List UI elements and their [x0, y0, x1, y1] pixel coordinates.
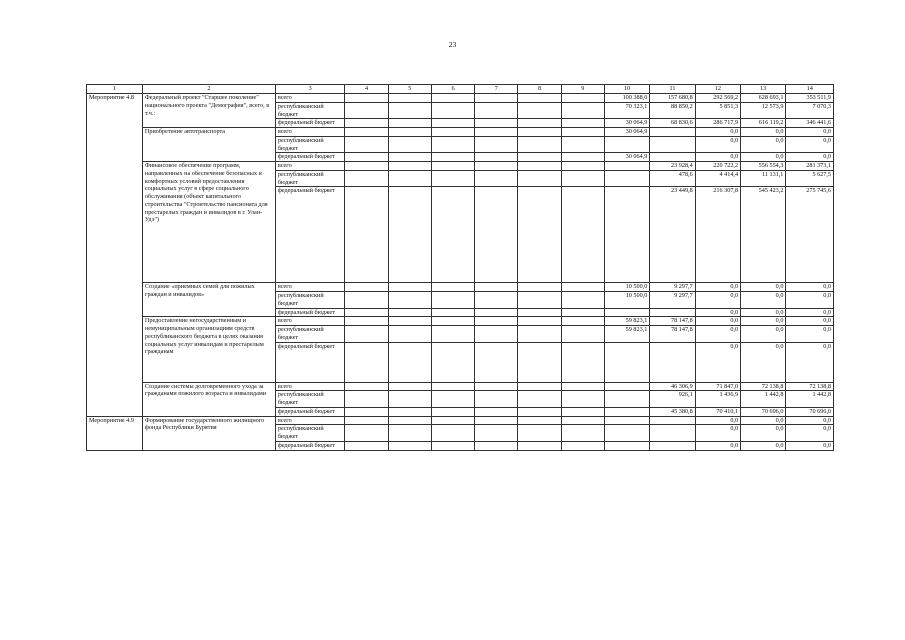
amount-cell: 346 441,6 — [786, 119, 834, 128]
amount-cell — [650, 308, 695, 317]
empty-cell — [345, 119, 388, 128]
amount-cell: 0,0 — [741, 283, 786, 292]
empty-cell — [475, 153, 518, 162]
empty-cell — [561, 283, 604, 292]
amount-cell: 0,0 — [786, 416, 834, 425]
amount-cell: 30 064,9 — [604, 119, 649, 128]
funding-source: всего — [275, 162, 345, 171]
empty-cell — [475, 292, 518, 309]
amount-cell: 292 569,2 — [695, 94, 740, 103]
amount-cell: 0,0 — [695, 128, 740, 137]
empty-cell — [345, 407, 388, 416]
amount-cell: 0,0 — [741, 425, 786, 442]
amount-cell: 0,0 — [695, 283, 740, 292]
empty-cell — [345, 153, 388, 162]
funding-source: федеральный бюджет — [275, 407, 345, 416]
amount-cell — [604, 342, 649, 382]
amount-cell: 0,0 — [786, 136, 834, 153]
funding-source: федеральный бюджет — [275, 441, 345, 450]
empty-cell — [518, 162, 561, 171]
amount-cell: 10 500,0 — [604, 283, 649, 292]
empty-cell — [388, 187, 431, 283]
amount-cell: 78 147,8 — [650, 317, 695, 326]
amount-cell: 157 680,8 — [650, 94, 695, 103]
empty-cell — [388, 425, 431, 442]
empty-cell — [475, 391, 518, 408]
amount-cell — [604, 136, 649, 153]
amount-cell: 100 388,0 — [604, 94, 649, 103]
amount-cell: 0,0 — [786, 283, 834, 292]
empty-cell — [561, 308, 604, 317]
activity-name: Создание «приемных семей для пожилых граждан и инвалидов» — [142, 283, 275, 317]
amount-cell: 0,0 — [695, 326, 740, 343]
empty-cell — [388, 342, 431, 382]
funding-source: республиканский бюджет — [275, 326, 345, 343]
funding-source: всего — [275, 416, 345, 425]
funding-source: федеральный бюджет — [275, 153, 345, 162]
funding-source: всего — [275, 382, 345, 391]
amount-cell: 0,0 — [786, 441, 834, 450]
column-header: 3 — [275, 85, 345, 94]
column-header: 1 — [87, 85, 143, 94]
funding-source: федеральный бюджет — [275, 308, 345, 317]
amount-cell: 0,0 — [695, 317, 740, 326]
empty-cell — [388, 292, 431, 309]
amount-cell: 0,0 — [695, 292, 740, 309]
amount-cell: 286 717,9 — [695, 119, 740, 128]
empty-cell — [345, 391, 388, 408]
empty-cell — [561, 407, 604, 416]
amount-cell — [604, 162, 649, 171]
empty-cell — [518, 187, 561, 283]
empty-cell — [388, 382, 431, 391]
empty-cell — [388, 136, 431, 153]
empty-cell — [475, 136, 518, 153]
amount-cell: 0,0 — [695, 308, 740, 317]
empty-cell — [518, 292, 561, 309]
amount-cell: 0,0 — [786, 326, 834, 343]
funding-source: республиканский бюджет — [275, 391, 345, 408]
empty-cell — [431, 292, 474, 309]
amount-cell: 72 138,8 — [786, 382, 834, 391]
empty-cell — [431, 94, 474, 103]
amount-cell: 23 928,4 — [650, 162, 695, 171]
table-row — [87, 94, 834, 103]
amount-cell: 0,0 — [695, 136, 740, 153]
funding-source: всего — [275, 94, 345, 103]
amount-cell: 78 147,8 — [650, 326, 695, 343]
empty-cell — [431, 382, 474, 391]
amount-cell: 353 511,9 — [786, 94, 834, 103]
column-header: 8 — [518, 85, 561, 94]
empty-cell — [388, 128, 431, 137]
column-header: 5 — [388, 85, 431, 94]
empty-cell — [388, 308, 431, 317]
amount-cell — [604, 308, 649, 317]
empty-cell — [388, 326, 431, 343]
event-label: Мероприятие 4.9 — [87, 416, 143, 450]
table-row — [87, 382, 834, 391]
empty-cell — [518, 128, 561, 137]
empty-cell — [518, 153, 561, 162]
amount-cell: 0,0 — [695, 153, 740, 162]
amount-cell: 281 373,1 — [786, 162, 834, 171]
empty-cell — [561, 187, 604, 283]
empty-cell — [388, 153, 431, 162]
empty-cell — [345, 94, 388, 103]
amount-cell: 0,0 — [786, 153, 834, 162]
amount-cell: 88 850,2 — [650, 102, 695, 119]
amount-cell: 616 119,2 — [741, 119, 786, 128]
empty-cell — [475, 425, 518, 442]
empty-cell — [561, 170, 604, 187]
amount-cell: 5 627,5 — [786, 170, 834, 187]
empty-cell — [561, 94, 604, 103]
amount-cell: 30 064,9 — [604, 128, 649, 137]
amount-cell: 23 449,8 — [650, 187, 695, 283]
empty-cell — [345, 292, 388, 309]
amount-cell: 0,0 — [741, 153, 786, 162]
empty-cell — [388, 119, 431, 128]
amount-cell: 46 306,9 — [650, 382, 695, 391]
empty-cell — [518, 94, 561, 103]
empty-cell — [388, 162, 431, 171]
empty-cell — [388, 407, 431, 416]
funding-source: федеральный бюджет — [275, 187, 345, 283]
empty-cell — [518, 342, 561, 382]
empty-cell — [561, 292, 604, 309]
amount-cell: 9 297,7 — [650, 292, 695, 309]
page-number: 23 — [448, 40, 457, 49]
amount-cell: 71 847,0 — [695, 382, 740, 391]
empty-cell — [475, 170, 518, 187]
amount-cell: 45 380,8 — [650, 407, 695, 416]
empty-cell — [561, 416, 604, 425]
empty-cell — [345, 308, 388, 317]
empty-cell — [431, 170, 474, 187]
empty-cell — [345, 425, 388, 442]
column-header: 14 — [786, 85, 834, 94]
empty-cell — [518, 441, 561, 450]
empty-cell — [345, 136, 388, 153]
amount-cell: 0,0 — [695, 441, 740, 450]
empty-cell — [518, 317, 561, 326]
empty-cell — [388, 416, 431, 425]
amount-cell — [650, 128, 695, 137]
amount-cell — [650, 416, 695, 425]
amount-cell: 70 696,0 — [786, 407, 834, 416]
amount-cell: 0,0 — [786, 308, 834, 317]
amount-cell: 10 500,0 — [604, 292, 649, 309]
empty-cell — [561, 119, 604, 128]
amount-cell: 5 851,3 — [695, 102, 740, 119]
empty-cell — [388, 441, 431, 450]
funding-source: республиканский бюджет — [275, 136, 345, 153]
amount-cell: 926,1 — [650, 391, 695, 408]
amount-cell: 9 297,7 — [650, 283, 695, 292]
amount-cell: 0,0 — [786, 128, 834, 137]
amount-cell: 72 138,8 — [741, 382, 786, 391]
empty-cell — [475, 162, 518, 171]
amount-cell: 0,0 — [786, 342, 834, 382]
empty-cell — [431, 162, 474, 171]
table-row — [87, 162, 834, 171]
amount-cell — [604, 416, 649, 425]
empty-cell — [475, 326, 518, 343]
amount-cell: 0,0 — [741, 292, 786, 309]
empty-cell — [561, 441, 604, 450]
empty-cell — [561, 326, 604, 343]
empty-cell — [431, 136, 474, 153]
amount-cell: 59 823,1 — [604, 317, 649, 326]
amount-cell: 0,0 — [741, 128, 786, 137]
column-header: 7 — [475, 85, 518, 94]
amount-cell: 0,0 — [786, 425, 834, 442]
empty-cell — [345, 326, 388, 343]
activity-name: Создание системы долговременного ухода за гражданами пожилого возраста и инвалидами — [142, 382, 275, 416]
empty-cell — [388, 170, 431, 187]
amount-cell: 59 823,1 — [604, 326, 649, 343]
amount-cell: 0,0 — [695, 425, 740, 442]
empty-cell — [431, 283, 474, 292]
empty-cell — [345, 441, 388, 450]
empty-cell — [431, 425, 474, 442]
empty-cell — [475, 94, 518, 103]
empty-cell — [518, 102, 561, 119]
funding-source: республиканский бюджет — [275, 102, 345, 119]
funding-source: федеральный бюджет — [275, 119, 345, 128]
empty-cell — [518, 170, 561, 187]
empty-cell — [475, 407, 518, 416]
empty-cell — [561, 382, 604, 391]
amount-cell: 0,0 — [786, 292, 834, 309]
empty-cell — [518, 283, 561, 292]
amount-cell — [650, 342, 695, 382]
amount-cell: 0,0 — [741, 308, 786, 317]
empty-cell — [518, 416, 561, 425]
empty-cell — [431, 342, 474, 382]
empty-cell — [475, 119, 518, 128]
empty-cell — [388, 94, 431, 103]
amount-cell: 0,0 — [741, 317, 786, 326]
funding-source: республиканский бюджет — [275, 425, 345, 442]
empty-cell — [561, 425, 604, 442]
empty-cell — [561, 102, 604, 119]
amount-cell: 11 131,1 — [741, 170, 786, 187]
empty-cell — [345, 170, 388, 187]
funding-source: всего — [275, 317, 345, 326]
amount-cell — [650, 136, 695, 153]
empty-cell — [561, 162, 604, 171]
empty-cell — [431, 317, 474, 326]
empty-cell — [475, 382, 518, 391]
empty-cell — [561, 391, 604, 408]
activity-name: Приобретение автотранспорта — [142, 128, 275, 162]
funding-source: республиканский бюджет — [275, 170, 345, 187]
empty-cell — [431, 153, 474, 162]
empty-cell — [431, 119, 474, 128]
empty-cell — [388, 102, 431, 119]
amount-cell — [604, 407, 649, 416]
empty-cell — [431, 102, 474, 119]
empty-cell — [345, 102, 388, 119]
empty-cell — [431, 441, 474, 450]
empty-cell — [388, 317, 431, 326]
empty-cell — [518, 382, 561, 391]
amount-cell: 1 442,8 — [786, 391, 834, 408]
amount-cell: 1 436,9 — [695, 391, 740, 408]
amount-cell: 70 410,1 — [695, 407, 740, 416]
amount-cell: 545 423,2 — [741, 187, 786, 283]
empty-cell — [431, 308, 474, 317]
empty-cell — [345, 317, 388, 326]
empty-cell — [561, 317, 604, 326]
empty-cell — [345, 187, 388, 283]
amount-cell: 0,0 — [741, 416, 786, 425]
amount-cell — [604, 382, 649, 391]
amount-cell — [604, 187, 649, 283]
empty-cell — [345, 416, 388, 425]
table-row — [87, 317, 834, 326]
empty-cell — [345, 382, 388, 391]
amount-cell — [604, 170, 649, 187]
empty-cell — [431, 391, 474, 408]
amount-cell: 0,0 — [741, 136, 786, 153]
column-header: 11 — [650, 85, 695, 94]
empty-cell — [475, 187, 518, 283]
empty-cell — [345, 342, 388, 382]
amount-cell — [604, 425, 649, 442]
amount-cell: 0,0 — [741, 326, 786, 343]
amount-cell — [604, 391, 649, 408]
empty-cell — [561, 128, 604, 137]
empty-cell — [475, 283, 518, 292]
column-header: 6 — [431, 85, 474, 94]
amount-cell: 30 064,9 — [604, 153, 649, 162]
column-header: 9 — [561, 85, 604, 94]
empty-cell — [475, 342, 518, 382]
empty-cell — [431, 407, 474, 416]
activity-name: Предоставление негосударственным и немуниципальным организациям средств республиканского бюджета в целях оказания социальных услуг инвалидам и престарелым гражданам — [142, 317, 275, 382]
amount-cell: 275 745,6 — [786, 187, 834, 283]
empty-cell — [345, 128, 388, 137]
empty-cell — [518, 308, 561, 317]
amount-cell: 216 307,8 — [695, 187, 740, 283]
event-label: Мероприятие 4.8 — [87, 94, 143, 417]
funding-source: федеральный бюджет — [275, 342, 345, 382]
column-header: 12 — [695, 85, 740, 94]
empty-cell — [388, 283, 431, 292]
column-header: 10 — [604, 85, 649, 94]
empty-cell — [475, 128, 518, 137]
amount-cell: 12 573,9 — [741, 102, 786, 119]
amount-cell: 0,0 — [786, 317, 834, 326]
amount-cell: 4 414,4 — [695, 170, 740, 187]
empty-cell — [475, 102, 518, 119]
funding-source: республиканский бюджет — [275, 292, 345, 309]
funding-source: всего — [275, 283, 345, 292]
column-header: 2 — [142, 85, 275, 94]
empty-cell — [431, 326, 474, 343]
column-header: 4 — [345, 85, 388, 94]
amount-cell: 1 442,8 — [741, 391, 786, 408]
empty-cell — [475, 441, 518, 450]
empty-cell — [518, 407, 561, 416]
empty-cell — [388, 391, 431, 408]
column-header: 13 — [741, 85, 786, 94]
amount-cell: 628 693,1 — [741, 94, 786, 103]
activity-name: Федеральный проект "Старшее поколение" национального проекта "Демография", всего, в т.ч.: — [142, 94, 275, 128]
empty-cell — [345, 283, 388, 292]
empty-cell — [475, 416, 518, 425]
header-row — [87, 85, 834, 94]
amount-cell: 0,0 — [695, 342, 740, 382]
amount-cell: 0,0 — [741, 441, 786, 450]
empty-cell — [518, 425, 561, 442]
funding-source: всего — [275, 128, 345, 137]
empty-cell — [518, 119, 561, 128]
empty-cell — [561, 153, 604, 162]
empty-cell — [345, 162, 388, 171]
amount-cell: 220 722,2 — [695, 162, 740, 171]
empty-cell — [431, 416, 474, 425]
amount-cell: 478,6 — [650, 170, 695, 187]
budget-table — [86, 84, 834, 451]
table-row — [87, 128, 834, 137]
empty-cell — [431, 187, 474, 283]
table-row — [87, 416, 834, 425]
amount-cell — [650, 153, 695, 162]
amount-cell: 0,0 — [695, 416, 740, 425]
amount-cell — [650, 425, 695, 442]
activity-name: Финансовое обеспечение программ, направленных на обеспечение безопасных и комфортных условий предоставления социальных услуг в сфере социального обслуживания (объект капитального строительства "Строительство пансионата для престарелых граждан и инвалидов в г. Улан-Удэ") — [142, 162, 275, 283]
empty-cell — [475, 308, 518, 317]
empty-cell — [561, 136, 604, 153]
empty-cell — [431, 128, 474, 137]
amount-cell — [604, 441, 649, 450]
amount-cell — [650, 441, 695, 450]
table-row — [87, 283, 834, 292]
empty-cell — [518, 391, 561, 408]
empty-cell — [475, 317, 518, 326]
empty-cell — [518, 326, 561, 343]
empty-cell — [561, 342, 604, 382]
amount-cell: 70 696,0 — [741, 407, 786, 416]
amount-cell: 68 830,6 — [650, 119, 695, 128]
amount-cell: 0,0 — [741, 342, 786, 382]
amount-cell: 556 554,3 — [741, 162, 786, 171]
amount-cell: 70 323,1 — [604, 102, 649, 119]
amount-cell: 7 070,3 — [786, 102, 834, 119]
empty-cell — [518, 136, 561, 153]
activity-name: Формирование государственного жилищного фонда Республики Бурятия — [142, 416, 275, 450]
